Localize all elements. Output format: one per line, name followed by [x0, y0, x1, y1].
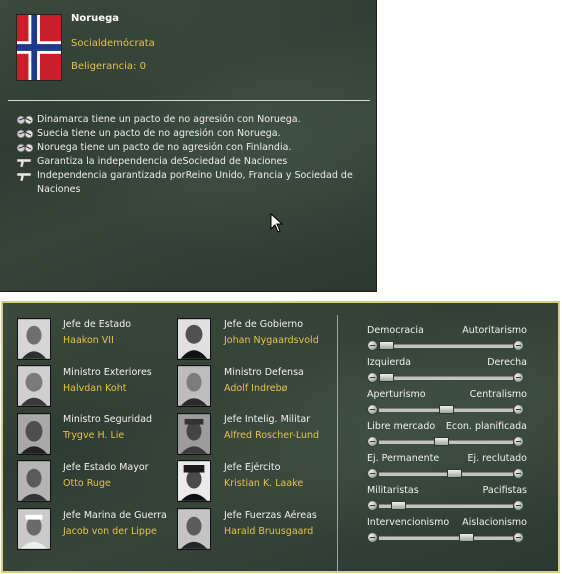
handshake-icon — [16, 114, 36, 126]
leader-title: Jefe de Estado — [63, 319, 132, 330]
separator-line — [8, 100, 370, 101]
leader-name[interactable]: Halvdan Koht — [63, 383, 127, 394]
leader-name[interactable]: Adolf Indrebø — [224, 383, 288, 394]
slider-track[interactable] — [379, 376, 513, 380]
handshake-icon — [16, 142, 36, 154]
pistol-icon — [16, 156, 36, 168]
slider-track[interactable] — [379, 536, 513, 540]
slider-increase-button[interactable] — [513, 468, 524, 479]
mouse-cursor-icon — [270, 213, 284, 233]
leader-name[interactable]: Jacob von der Lippe — [63, 526, 157, 537]
slider-right-label: Centralismo — [469, 389, 527, 400]
slider-decrease-button[interactable] — [367, 500, 378, 511]
leader-title: Ministro Defensa — [224, 367, 304, 378]
leader-title: Jefe Intelig. Militar — [224, 414, 311, 425]
leader-title: Jefe Marina de Guerra — [63, 510, 167, 521]
slider-increase-button[interactable] — [513, 372, 524, 383]
slider-knob[interactable] — [447, 469, 462, 478]
slider-increase-button[interactable] — [513, 436, 524, 447]
belligerence-value: Beligerancia: 0 — [71, 61, 146, 72]
leader-name[interactable]: Harald Bruusgaard — [224, 526, 314, 537]
slider-increase-button[interactable] — [513, 340, 524, 351]
slider-increase-button[interactable] — [513, 404, 524, 415]
slider-increase-button[interactable] — [513, 532, 524, 543]
slider-decrease-button[interactable] — [367, 340, 378, 351]
slider-left-label: Izquierda — [367, 357, 411, 368]
leader-portrait[interactable] — [177, 365, 211, 407]
leader-title: Jefe Estado Mayor — [63, 462, 149, 473]
slider-decrease-button[interactable] — [367, 468, 378, 479]
relation-item — [16, 141, 366, 155]
leader-portrait[interactable] — [17, 365, 51, 407]
handshake-icon — [16, 128, 36, 140]
slider-knob[interactable] — [379, 341, 394, 350]
slider-left-label: Aperturismo — [367, 389, 426, 400]
slider-knob[interactable] — [434, 437, 449, 446]
slider-right-label: Aislacionismo — [462, 517, 527, 528]
slider-decrease-button[interactable] — [367, 436, 378, 447]
relation-text: Independencia garantizada porReino Unido, Francia y Sociedad de Naciones — [37, 170, 353, 195]
slider-right-label: Autoritarismo — [462, 325, 527, 336]
slider-decrease-button[interactable] — [367, 532, 378, 543]
leader-title: Ministro Exteriores — [63, 367, 152, 378]
slider-knob[interactable] — [439, 405, 454, 414]
leader-portrait[interactable] — [17, 318, 51, 360]
slider-knob[interactable] — [391, 501, 406, 510]
relation-text: Noruega tiene un pacto de no agresión con Finlandia. — [37, 142, 292, 153]
leader-name[interactable]: Johan Nygaardsvold — [224, 335, 319, 346]
relation-item — [16, 169, 366, 197]
relation-text: Dinamarca tiene un pacto de no agresión con Noruega. — [37, 114, 301, 125]
slider-left-label: Intervencionismo — [367, 517, 450, 528]
slider-right-label: Derecha — [487, 357, 527, 368]
leader-name[interactable]: Kristian K. Laake — [224, 478, 304, 489]
relation-item — [16, 155, 366, 169]
slider-right-label: Ej. reclutado — [467, 453, 527, 464]
slider-left-label: Militaristas — [367, 485, 419, 496]
diplomatic-relations-list — [16, 113, 366, 197]
leader-name[interactable]: Haakon VII — [63, 335, 114, 346]
leader-portrait[interactable] — [17, 413, 51, 455]
government-ideology: Socialdemócrata — [71, 38, 155, 49]
leader-name[interactable]: Trygve H. Lie — [63, 430, 125, 441]
relation-text: Garantiza la independencia deSociedad de Naciones — [37, 156, 288, 167]
leader-title: Jefe de Gobierno — [224, 319, 304, 330]
relation-text: Suecia tiene un pacto de no agresión con Noruega. — [37, 128, 281, 139]
relation-item — [16, 113, 366, 127]
leader-portrait[interactable] — [177, 460, 211, 502]
slider-decrease-button[interactable] — [367, 372, 378, 383]
slider-knob[interactable] — [379, 373, 394, 382]
slider-left-label: Ej. Permanente — [367, 453, 440, 464]
leader-portrait[interactable] — [177, 413, 211, 455]
slider-decrease-button[interactable] — [367, 404, 378, 415]
slider-right-label: Econ. planificada — [445, 421, 527, 432]
pistol-icon — [16, 170, 36, 182]
leader-name[interactable]: Alfred Roscher-Lund — [224, 430, 320, 441]
slider-track[interactable] — [379, 344, 513, 348]
leader-portrait[interactable] — [17, 508, 51, 550]
leader-title: Ministro Seguridad — [63, 414, 153, 425]
government-panel — [1, 301, 560, 573]
country-name: Noruega — [71, 13, 119, 24]
leader-title: Jefe Fuerzas Aéreas — [224, 510, 317, 521]
column-divider — [337, 315, 338, 571]
country-info-panel — [0, 0, 377, 292]
leader-portrait[interactable] — [177, 318, 211, 360]
slider-left-label: Libre mercado — [367, 421, 436, 432]
norway-flag-icon — [16, 14, 62, 81]
leader-title: Jefe Ejército — [224, 462, 281, 473]
relation-item — [16, 127, 366, 141]
leader-name[interactable]: Otto Ruge — [63, 478, 111, 489]
leader-portrait[interactable] — [17, 460, 51, 502]
slider-left-label: Democracia — [367, 325, 424, 336]
leader-portrait[interactable] — [177, 508, 211, 550]
slider-right-label: Pacifistas — [482, 485, 527, 496]
slider-knob[interactable] — [459, 533, 474, 542]
slider-increase-button[interactable] — [513, 500, 524, 511]
